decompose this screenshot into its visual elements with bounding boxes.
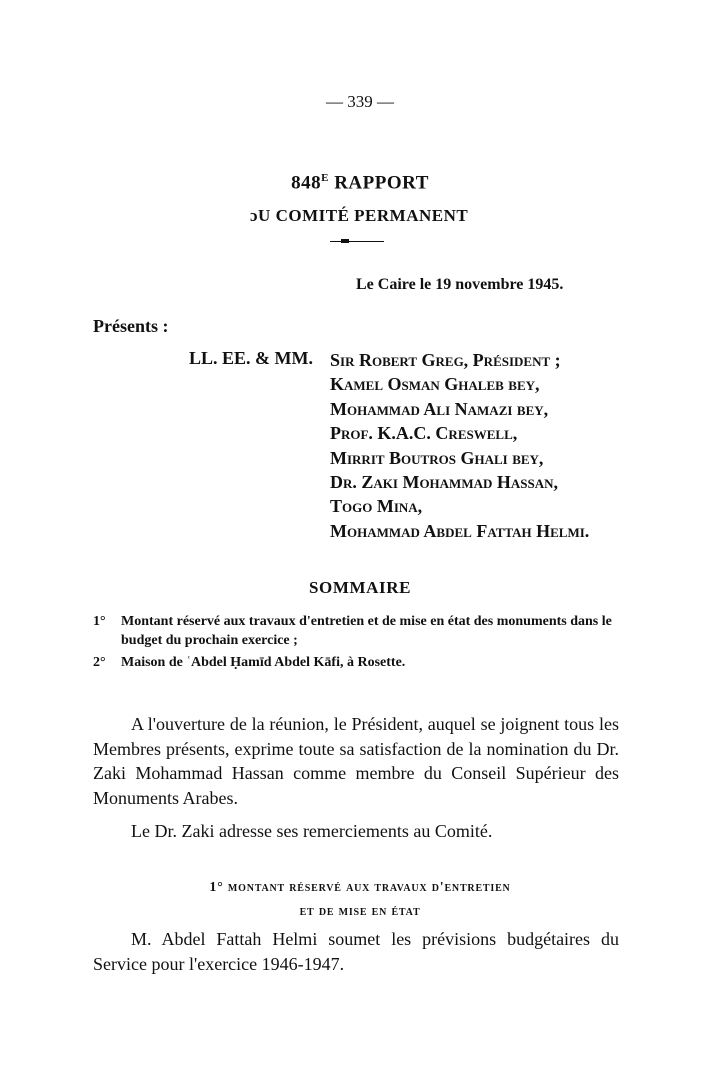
paragraph-opening: A l'ouverture de la réunion, le Président, auquel se joignent tous les Membres présents, exprime toute sa satisfaction de la nomination du Dr. Zaki Mohammad Hassan comme membre du Conseil Supérieur des Monuments Arabes.: [93, 714, 619, 808]
report-title-text: RAPPORT: [334, 172, 429, 194]
member-item: Dr. Zaki Mohammad Hassan,: [330, 471, 558, 492]
summary-item-number: 2°: [93, 655, 106, 670]
member-item: Prof. K.A.C. Creswell,: [330, 423, 518, 444]
members-list: [330, 348, 589, 543]
member-item: Mohammad Abdel Fattah Helmi.: [330, 520, 590, 541]
summary-item-text: Maison de ʿAbdel Ḥamīd Abdel Kāfi, à Rosette.: [121, 655, 406, 670]
member-item: Mirrit Boutros Ghali bey,: [330, 447, 544, 468]
page-number: — 339 —: [326, 92, 394, 111]
presents-prefix: LL. EE. & MM.: [189, 348, 313, 368]
paragraph-thanks: Le Dr. Zaki adresse ses remerciements au Comité.: [131, 821, 493, 841]
presents-heading: Présents :: [93, 316, 169, 336]
section-heading-line: et de mise en état: [299, 904, 421, 919]
title-divider: [330, 241, 384, 242]
section-heading-line: 1° montant réservé aux travaux d'entretien: [209, 880, 511, 895]
summary-item-number: 1°: [93, 614, 106, 629]
report-number: 848: [291, 172, 322, 194]
paragraph-budget: M. Abdel Fattah Helmi soumet les prévisions budgétaires du Service pour l'exercice 1946-1947.: [93, 929, 619, 974]
member-item: Sir Robert Greg, Président ;: [330, 350, 561, 370]
member-item: Mohammad Ali Namazi bey,: [330, 398, 549, 419]
summary-item: [93, 653, 629, 672]
summary-item-text: Montant réservé aux travaux d'entretien et de mise en état des monuments dans le budget du prochain exercice ;: [121, 614, 612, 648]
summary-list: [93, 612, 629, 672]
report-subtitle: ɔU COMITÉ PERMANENT: [250, 206, 469, 225]
section-heading: [0, 876, 720, 924]
summary-item: [93, 612, 629, 650]
divider-ornament: [341, 239, 349, 243]
summary-heading: SOMMAIRE: [308, 578, 412, 597]
member-item: Kamel Osman Ghaleb bey,: [330, 374, 540, 395]
report-title: [0, 172, 720, 194]
place-date: Le Caire le 19 novembre 1945.: [356, 276, 564, 293]
member-item: Togo Mina,: [330, 496, 423, 517]
report-number-suffix: E: [321, 172, 329, 184]
